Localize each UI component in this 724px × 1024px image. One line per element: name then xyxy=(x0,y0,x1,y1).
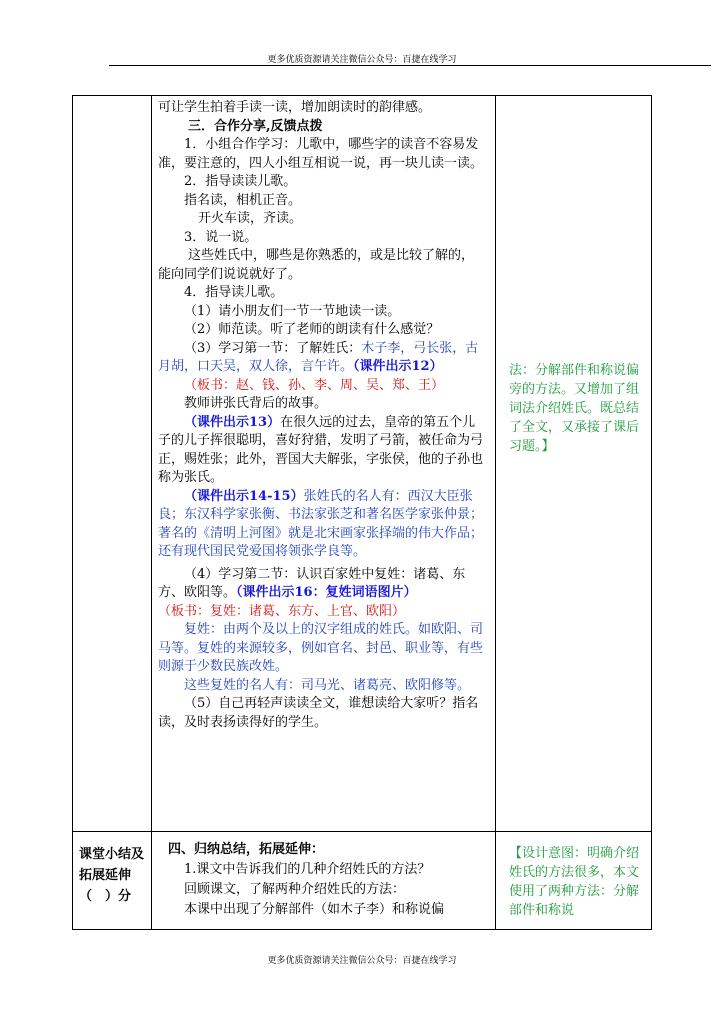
activity-cell xyxy=(158,99,484,732)
text-line: 这些姓氏中，哪些是你熟悉的，或是比较了解的，能向同学们说说就好了。 xyxy=(158,248,475,282)
text-line: 复姓：由两个及以上的汉字组成的姓氏。如欧阳、司马等。复姓的来源较多，例如官名、封邑、职业等，有些则源于少数民族改姓。 xyxy=(158,622,484,674)
courseware-tag: （课件出示12） xyxy=(353,359,443,374)
text-line: 1．小组合作学习：儿歌中，哪些字的读音不容易发准，要注意的，四人小组互相说一说，再一块儿读一读。 xyxy=(158,137,484,171)
text-span: 张姓氏的名人有：西汉大臣张良；东汉科学家张衡、书法家张芝和著名医学家张仲景；著名的《清明上河图》就是北宋画家张择端的伟大作品；还有现代国民党爱国将领张学良等。 xyxy=(158,488,484,559)
blackboard-note: （板书：赵、钱、孙、李、周、吴、郑、王） xyxy=(184,377,445,393)
text-line: 4．指导读儿歌。 xyxy=(184,285,284,300)
blackboard-note: （板书：复姓：诸葛、东方、上官、欧阳） xyxy=(158,603,406,619)
courseware-tag: （课件出示13） xyxy=(184,414,281,430)
text-line: 指名读，相机正音。 xyxy=(184,192,302,208)
courseware-tag: （课件出示16：复姓词语图片） xyxy=(236,585,417,600)
design-intent-cell: 【设计意图：明确介绍姓氏的方法很多，本文使用了两种方法：分解部件和称说 xyxy=(509,846,640,918)
design-note-cell: 法：分解部件和称说偏旁的方法。又增加了组词法介绍姓氏。既总结了全文，又承接了课后习题。】 xyxy=(509,363,640,454)
text-span: 在很久远的过去，皇帝的第五个儿子的儿子挥很聪明，喜好狩猎，发明了弓箭，被任命为弓正，赐姓张；此外，晋国大夫解张，字张侯，他的子孙也称为张氏。 xyxy=(158,414,484,485)
text-line: 本课中出现了分解部件（如木子李）和称说偏 xyxy=(184,902,445,917)
text-line: 开火车读，齐读。 xyxy=(198,211,303,226)
row-divider xyxy=(73,831,651,832)
text-line: 教师讲张氏背后的故事。 xyxy=(184,396,328,411)
text-span: （4）学习第二节：认识百家姓中复姓：诸葛、东方、欧阳等。 xyxy=(158,566,466,600)
summary-cell xyxy=(158,840,484,920)
column-divider-1 xyxy=(151,96,152,929)
text-line xyxy=(158,340,484,377)
text-line: （5）自己再轻声读读全文，谁想读给大家听？指名读，及时表扬读得好的学生。 xyxy=(158,696,479,730)
text-line: 可让学生拍着手读一读，增加朗读时的韵律感。 xyxy=(158,100,432,115)
text-line: （1）请小朋友们一节一节地读一读。 xyxy=(184,303,401,319)
lesson-table xyxy=(72,95,652,930)
surname-text: 木子李，弓长张，古月胡，口天吴，双人徐，言午许。 xyxy=(158,340,479,374)
section-heading: 三．合作分享,反馈点拨 xyxy=(188,118,323,134)
text-line: 这些复姓的名人有：司马光、诸葛亮、欧阳修等。 xyxy=(184,677,471,693)
text-line: 1.课文中告诉我们的几种介绍姓氏的方法？ xyxy=(184,862,431,877)
column-divider-2 xyxy=(495,96,496,929)
text-line xyxy=(158,414,484,488)
text-line: 3．说一说。 xyxy=(184,229,258,245)
page-header: 更多优质资源请关注微信公众号：百捷在线学习 xyxy=(267,55,457,65)
text-line xyxy=(158,566,484,603)
stage-label: 课堂小结及拓展延伸（ ）分 xyxy=(79,847,145,904)
text-line: （2）师范读。听了老师的朗读有什么感觉？ xyxy=(184,322,440,337)
header-rule xyxy=(109,65,711,66)
text-line: 回顾课文，了解两种介绍姓氏的方法： xyxy=(184,882,406,897)
page-footer: 更多优质资源请关注微信公众号：百捷在线学习 xyxy=(267,956,457,966)
section-heading: 四、归纳总结，拓展延伸： xyxy=(168,842,325,857)
text-span: （3）学习第一节：了解姓氏： xyxy=(184,340,362,356)
courseware-tag: （课件出示14-15） xyxy=(184,488,304,504)
text-line: 2．指导读读儿歌。 xyxy=(184,174,297,189)
text-line xyxy=(158,488,484,562)
